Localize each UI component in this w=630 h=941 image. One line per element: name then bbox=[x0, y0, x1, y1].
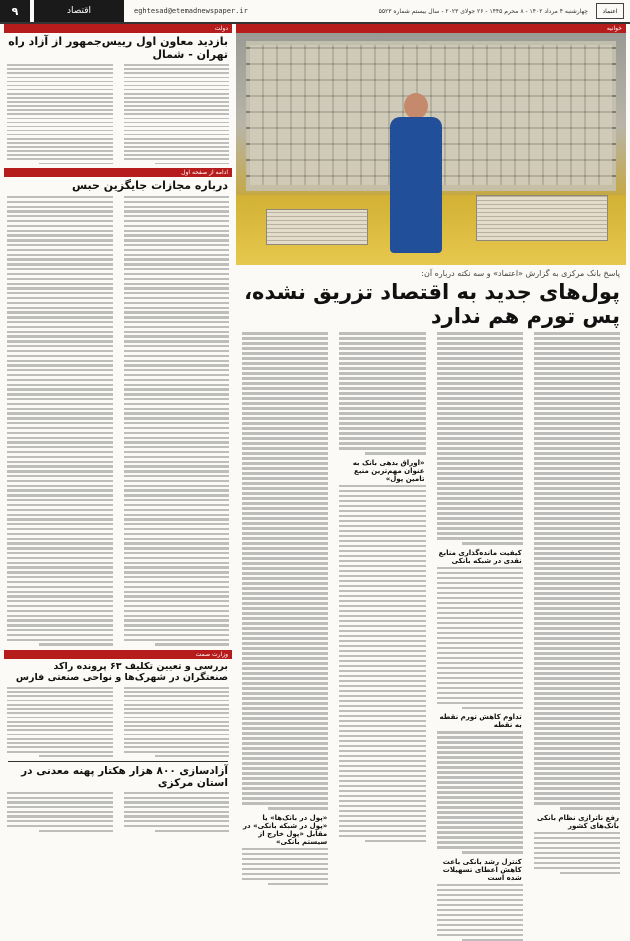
story-alt-punishment bbox=[4, 168, 232, 646]
story-tag: دولت bbox=[4, 24, 232, 33]
section-title: اقتصاد bbox=[34, 0, 124, 22]
banknote-stack bbox=[476, 195, 608, 241]
subhead: کنترل رشد بانکی باعث کاهش اعطای تسهیلات شده است bbox=[442, 857, 522, 882]
newspaper-logo: اعتماد bbox=[596, 3, 624, 19]
subhead: رفع ناترازی نظام بانکی بانک‌های کشور bbox=[536, 813, 619, 830]
story-title[interactable]: درباره مجازات جایگزین حبس bbox=[71, 179, 228, 193]
story-title[interactable]: بررسی و تعیین تکلیف ۶۳ پرونده راکد صنعتگران در شهرک‌ها و نواحی صنعتی فارس bbox=[15, 660, 228, 683]
dateline: چهارشنبه ۴ مرداد ۱۴۰۲ - ۸ محرم ۱۴۴۵ - ۲۶ جولای ۲۰۲۳ - سال بیستم شماره ۵۵۲۳ bbox=[378, 7, 588, 15]
subhead: «اوراق بدهی بانک به عنوان مهم‌ترین منبع تامین پول» bbox=[352, 458, 425, 483]
story-body bbox=[4, 687, 232, 757]
left-column bbox=[4, 24, 232, 818]
subhead: کیفیت مانده‌گذاری منابع نقدی در شبکه بانکی bbox=[438, 548, 522, 565]
story-title[interactable]: آزادسازی ۸۰۰ هزار هکتار پهنه معدنی در استان مرکزی bbox=[8, 761, 228, 789]
banknote-stack bbox=[266, 209, 368, 245]
story-markazi-mining bbox=[4, 761, 232, 832]
page-number: ۹ bbox=[0, 0, 30, 22]
main-story-tag: خوانیه bbox=[236, 24, 626, 33]
subhead: «پول در بانک‌ها» یا «پول در شبکه بانکی» در مقابل «پول خارج از سیستم بانکی» bbox=[243, 813, 328, 846]
story-vp-visit bbox=[4, 24, 232, 164]
main-headline[interactable]: پول‌های جدید به اقتصاد تزریق نشده، پس تورم هم ندارد bbox=[244, 280, 620, 328]
story-title[interactable]: بازدید معاون اول رییس‌جمهور از آزاد راه تهران - شمال bbox=[8, 35, 228, 61]
main-story-body bbox=[236, 332, 626, 882]
main-kicker: پاسخ بانک مرکزی به گزارش «اعتماد» و سه نکته درباره آن: bbox=[421, 269, 620, 278]
main-story bbox=[236, 24, 626, 882]
story-tag: ادامه از صفحه اول bbox=[4, 168, 232, 177]
story-body bbox=[4, 792, 232, 832]
story-body bbox=[4, 196, 232, 646]
bank-worker-figure bbox=[386, 93, 446, 253]
masthead bbox=[0, 0, 630, 24]
story-fars-industry bbox=[4, 650, 232, 757]
main-photo-bank-vault bbox=[236, 33, 626, 265]
story-tag: وزارت صمت bbox=[4, 650, 232, 659]
story-body bbox=[4, 64, 232, 164]
email-address[interactable]: eghtesad@etemadnewspaper.ir bbox=[134, 7, 248, 15]
subhead: تداوم کاهش تورم نقطه به نقطه bbox=[439, 713, 522, 729]
